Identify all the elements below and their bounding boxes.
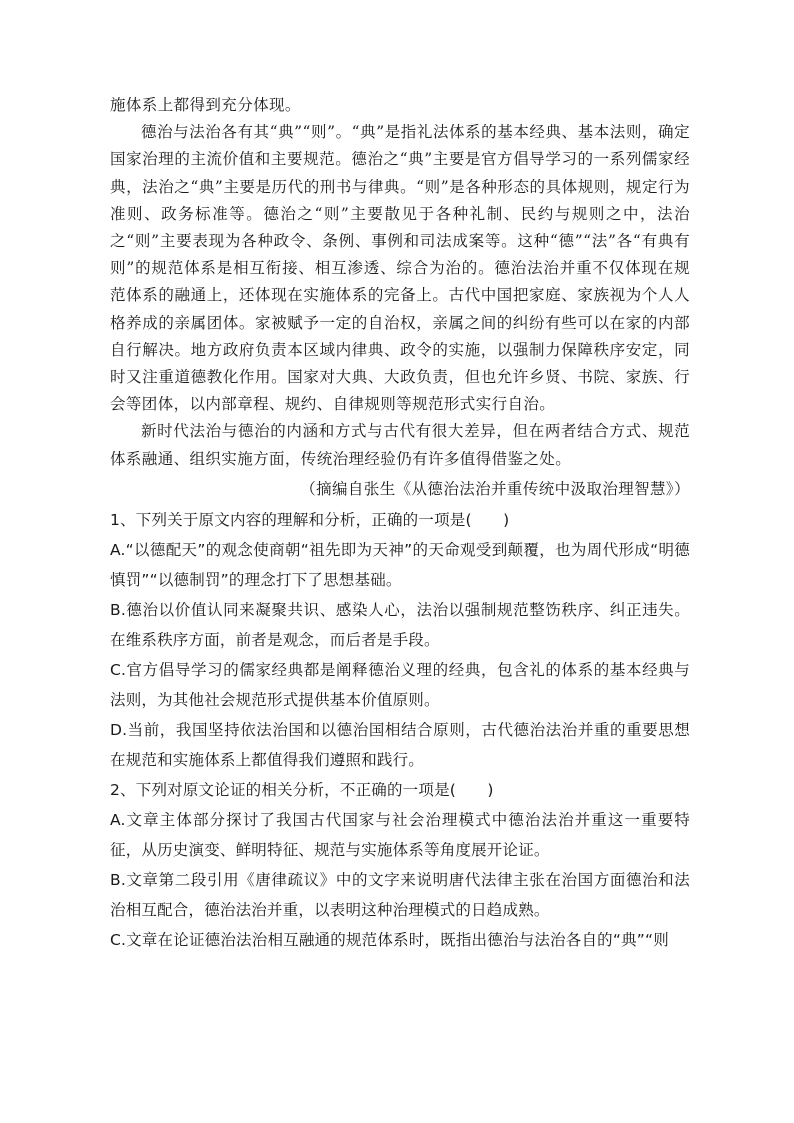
question-2-option-a: A.文章主体部分探讨了我国古代国家与社会治理模式中德治法治并重这一重要特征，从历史演变、鲜明特征、规范与实施体系等角度展开论证。	[110, 811, 690, 860]
text-column	[110, 92, 690, 955]
question-2-option-c: C.文章在论证德治法治相互融通的规范体系时，既指出德治与法治各自的“典”“则	[110, 931, 669, 950]
passage-paragraph-0: 施体系上都得到充分体现。	[110, 96, 301, 114]
question-1-stem: 1、下列关于原文内容的理解和分析，正确的一项是( )	[110, 511, 510, 530]
passage-paragraph-1: 德治与法治各有其“典”“则”。“典”是指礼法体系的基本经典、基本法则，确定国家治理的主流价值和主要规范。德治之“典”主要是官方倡导学习的一系列儒家经典，法治之“典”主要是历代的刑书与律典。“则”是各种形态的具体规则，规定行为准则、政务标准等。德治之“则”主要散见于各种礼制、民约与规则之中，法治之“则”主要表现为各种政令、条例、事例和司法成案等。这种“德”“法”各“有典有则”的规范体系是相互衔接、相互渗透、综合为治的。德治法治并重不仅体现在规范体系的融通上，还体现在实施体系的完备上。古代中国把家庭、家族视为个人人格养成的亲属团体。家被赋予一定的自治权，亲属之间的纠纷有些可以在家的内部自行解决。地方政府负责本区域内律典、政令的实施，以强制力保障秩序安定，同时又注重道德教化作用。国家对大典、大政负责，但也允许乡贤、书院、家族、行会等团体，以内部章程、规约、自律规则等规范形式实行自治。	[110, 123, 690, 414]
passage-paragraph-2: 新时代法治与德治的内涵和方式与古代有很大差异，但在两者结合方式、规范体系融通、组织实施方面，传统治理经验仍有许多值得借鉴之处。	[110, 422, 690, 468]
question-2-option-b: B.文章第二段引用《唐律疏议》中的文字来说明唐代法律主张在治国方面德治和法治相互配合，德治法治并重，以表明这种治理模式的日趋成熟。	[110, 871, 690, 920]
question-1-option-b: B.德治以价值认同来凝聚共识、感染人心，法治以强制规范整饬秩序、纠正违失。在维系秩序方面，前者是观念，而后者是手段。	[110, 601, 690, 650]
passage-source: （摘编自张生《从德治法治并重传统中汲取治理智慧》）	[300, 479, 690, 498]
question-2-stem: 2、下列对原文论证的相关分析，不正确的一项是( )	[110, 781, 494, 800]
question-1-option-d: D.当前，我国坚持依法治国和以德治国相结合原则，古代德治法治并重的重要思想在规范和实施体系上都值得我们遵照和践行。	[110, 721, 690, 770]
question-1-option-a: A.“以德配天”的观念使商朝“祖先即为天神”的天命观受到颠覆，也为周代形成“明德慎罚”“以德制罚”的理念打下了思想基础。	[110, 541, 690, 590]
question-1-option-c: C.官方倡导学习的儒家经典都是阐释德治义理的经典，包含礼的体系的基本经典与法则，为其他社会规范形式提供基本价值原则。	[110, 661, 690, 710]
